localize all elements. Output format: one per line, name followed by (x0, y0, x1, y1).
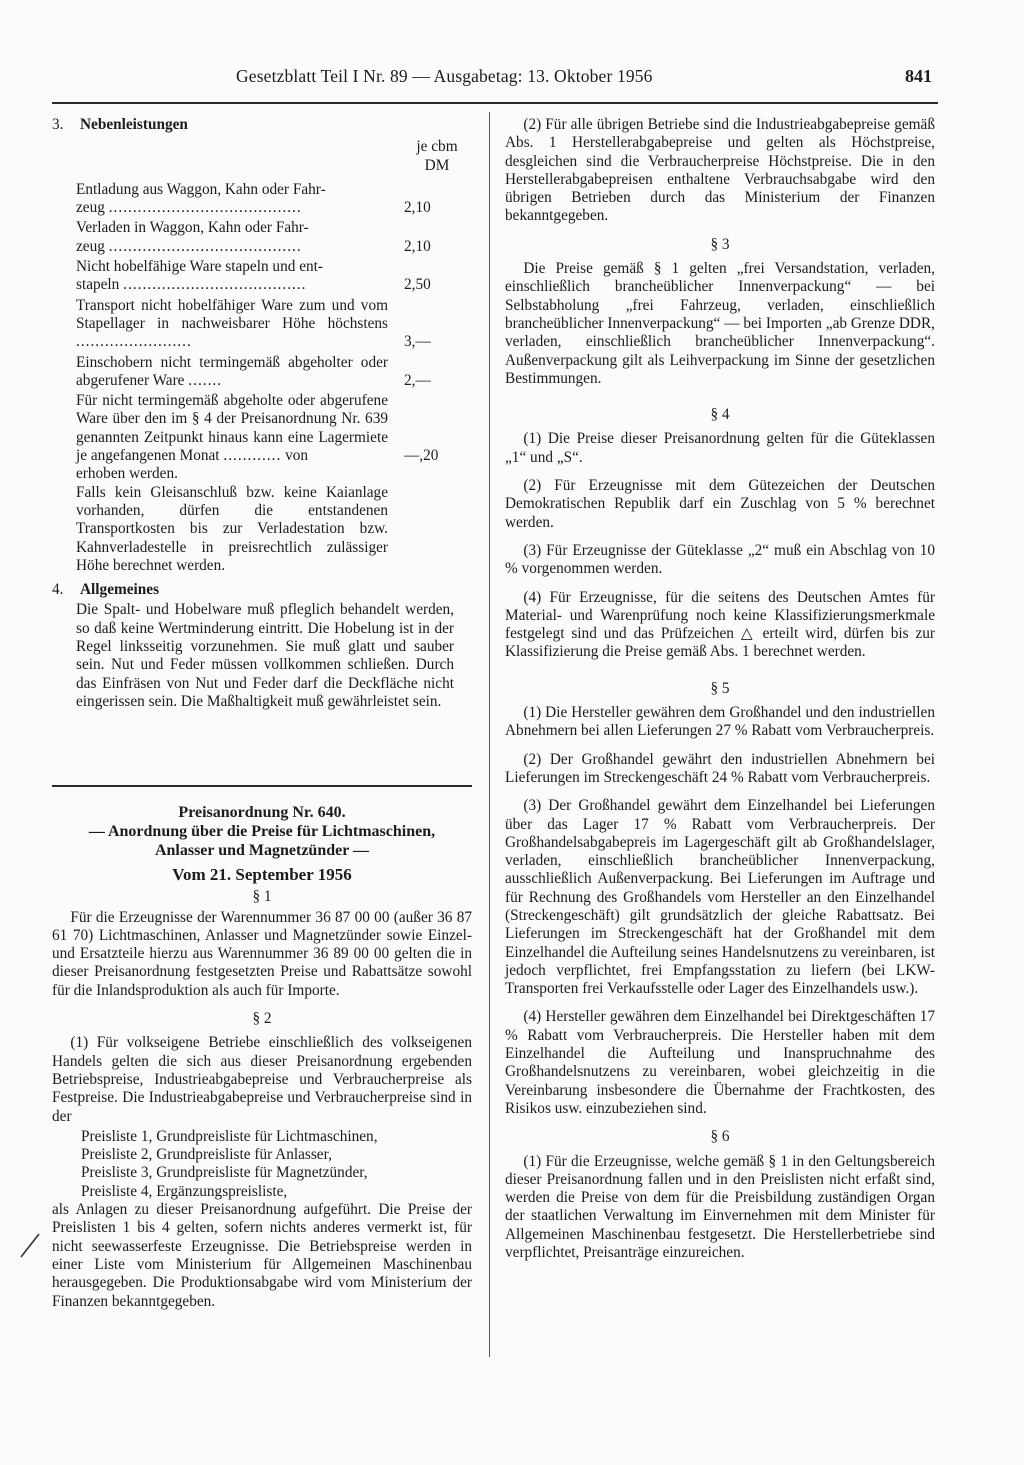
section-3-title: Nebenleistungen (80, 116, 188, 133)
row-last: zeug (76, 199, 105, 217)
section-3-heading (52, 116, 454, 134)
service-row (76, 354, 454, 391)
row-text: Verladen in Waggon, Kahn oder Fahr- (76, 219, 309, 237)
storage-fee-row (76, 392, 454, 465)
price-list-item: Preisliste 3, Grundpreisliste für Magnetzünder, (81, 1164, 368, 1182)
order-date: Vom 21. September 1956 (172, 865, 352, 884)
row-text: Einschobern nicht termingemäß abgeholter oder (76, 353, 388, 371)
section-4-heading (52, 581, 454, 599)
price-list-item: Preisliste 4, Ergänzungspreisliste, (81, 1182, 288, 1200)
paragraph-1-sign: § 1 (252, 888, 272, 906)
paragraph-2-text: (1) Für volkseigene Betriebe einschließlich des volkseigenen Handels gelten die sich aus dieser Preisanordnung ergebenden Betriebspreise, Industrieabgabepreise und Verbraucherpreise als Festpreise. Die Industrieabgabepreise und Verbraucherpreise sind in der (52, 1034, 472, 1125)
section-3-number: 3. (52, 116, 64, 133)
row-price: 2,10 (404, 237, 431, 255)
order-subtitle-1: — Anordnung über die Preise für Lichtmaschinen, (88, 823, 436, 840)
row-price: 3,— (404, 333, 431, 351)
storage-fee-text: Für nicht termingemäß abgeholte oder abgerufene Ware über den im § 4 der Preisanordnung Nr. 639 genannten Zeitpunkt hinaus kann eine Lagermiete (76, 392, 388, 446)
row-text: Entladung aus Waggon, Kahn oder Fahr- (76, 180, 326, 198)
header-rule (52, 102, 938, 104)
order-subtitle-2: Anlasser und Magnetzünder — (154, 842, 370, 859)
paragraph-5-4: (4) Hersteller gewähren dem Einzelhandel bei Direktgeschäften 17 % Rabatt vom Verbraucherpreis. Die Hersteller haben mit dem Einzelhandel die Aufteilung und Inanspruchnahme des Großhandelsnutzens zu vereinbaren, wobei gleichzeitig in die Vereinbarung insbesondere die Übernahme der Frachtkosten, des Risikos usw. einzubeziehen sind. (505, 1008, 935, 1117)
price-list-item: Preisliste 2, Grundpreisliste für Anlasser, (81, 1146, 332, 1164)
paragraph-3-sign: § 3 (710, 235, 730, 253)
paragraph-3-text: Die Preise gemäß § 1 gelten „frei Versandstation, verladen, einschließlich brancheüblicher Innenverpackung“ — bei Selbstabholung „frei Fahrzeug, verladen, einschließlich brancheüblicher Innenverpackung“ — bei Importen „ab Grenze DDR, verladen, einschließlich brancheüblicher Innenverpackung“. Außenverpackung gilt als Leihverpackung im Sinne der gesetzlichen Bestimmungen. (505, 260, 935, 387)
test-mark-triangle-icon: △ (740, 625, 756, 643)
row-text: Transport nicht hobelfähiger Ware zum und vom Stapellager in nachweisbarer (76, 296, 388, 332)
header-title: Gesetzblatt Teil I Nr. 89 — Ausgabetag: 13. Oktober 1956 (236, 66, 653, 86)
service-row (76, 181, 454, 218)
service-row (76, 219, 454, 256)
page-number: 841 (905, 66, 932, 86)
row-price: 2,10 (404, 199, 431, 217)
row-price: 2,50 (404, 276, 431, 294)
unit-header (407, 138, 467, 175)
section-4-title: Allgemeines (80, 581, 160, 599)
paragraph-4-3: (3) Für Erzeugnisse der Güteklasse „2“ muß ein Abschlag von 10 % vorgenommen werden. (505, 541, 935, 578)
leader-dots: ........................................ (108, 237, 302, 255)
unit-line-1: je cbm (416, 138, 458, 156)
leader-dots: ...................................... (123, 276, 307, 294)
leader-dots: ............ (223, 447, 282, 465)
left-column (52, 116, 458, 711)
paragraph-4-2: (2) Für Erzeugnisse mit dem Gütezeichen der Deutschen Demokratischen Republik darf ein Zuschlag von 5 % berechnet werden. (505, 477, 935, 531)
leader-dots: ........................ (76, 333, 192, 351)
paragraph-2-continuation: als Anlagen zu dieser Preisanordnung aufgeführt. Die Preise der Preislisten 1 bis 4 gelten, sofern nichts anderes vermerkt ist, für nicht seewasserfeste Erzeugnisse. Die Betriebspreise werden in einer Liste vom Ministerium für Allgemeinen Maschinenbau herausgegeben. Die Produktionsabgabe wird vom Ministerium der Finanzen bekanntgegeben. (52, 1201, 472, 1310)
paragraph-4-4-text-b: erteilt wird, dürfen bis zur Klassifizierung die Preise gemäß Abs. 1 berechnet werden. (505, 625, 936, 661)
paragraph-4-sign: § 4 (710, 406, 730, 424)
row-last: zeug (76, 237, 105, 255)
row-text: Nicht hobelfähige Ware stapeln und ent- (76, 258, 323, 276)
service-row (76, 258, 454, 295)
section-4-text: Die Spalt- und Hobelware muß pfleglich behandelt werden, so daß keine Wertminderung eintritt. Die Hobelung ist in der Regel linksseitig vorzunehmen. Sie muß glatt und sauber sein. Nut und Feder müssen vollkommen schließen. Durch das Einfräsen von Nut und Feder darf die Deckfläche nicht eingerissen sein. Die Maßhaltigkeit muß gewährleistet sein. (76, 601, 454, 710)
storage-fee-last: je angefangenen Monat (76, 447, 220, 465)
paragraph-2-sign: § 2 (252, 1010, 272, 1028)
leader-dots: ........................................ (108, 199, 302, 217)
leader-dots: ....... (188, 371, 223, 389)
right-column (505, 116, 935, 1272)
paragraph-5-1: (1) Die Hersteller gewähren dem Großhandel und den industriellen Abnehmern bei allen Lieferungen 27 % Rabatt vom Verbraucherpreis. (505, 704, 935, 740)
section-4-number: 4. (52, 581, 64, 599)
paragraph-4-4-text-a: (4) Für Erzeugnisse, für die seitens des Deutschen Amtes für Material- und Warenprüfung noch keine Klassifizierungsmerkmale festgelegt sind und das Prüfzeichen (505, 588, 935, 643)
storage-fee-von: von (285, 447, 309, 465)
column-divider (489, 112, 490, 1357)
paragraph-5-3: (3) Der Großhandel gewährt dem Einzelhandel bei Lieferungen über das Lager 17 % Rabatt vom Verbraucherpreis. Der Großhandelsabgabepreis im Lagergeschäft gilt ab Großhandelslager, verladen, einschließlich brancheüblicher Innenverpackung, ausschließlich Außenverpackung. Bei Lieferungen im Auftrage und für Rechnung des Großhandels vom Hersteller an den Einzelhandel (Streckengeschäft) gilt grundsätzlich der gleiche Rabattsatz. Bei Lieferungen im Streckengeschäft hat der Großhandel mit dem Einzelhandel die Aufteilung seines Handelsnutzens zu vereinbaren, ist jedoch verpflichtet, frei Empfangsstation zu liefern (bei LKW-Transporten frei Verkaufsstelle oder Lager des Einzelhandels usw.). (505, 797, 935, 998)
order-title: Preisanordnung Nr. 640. (178, 804, 346, 821)
row-last: Höhe höchstens (282, 314, 388, 332)
row-price: 2,— (404, 371, 431, 389)
storage-fee-price: —,20 (404, 447, 439, 465)
paragraph-4-4 (505, 589, 935, 662)
section-separator (52, 785, 472, 787)
paragraph-2-2: (2) Für alle übrigen Betriebe sind die Industrieabgabepreise gemäß Abs. 1 Herstellerabgabepreise und gelten als Höchstpreise, desgleichen sind die Verbraucherpreise Höchstpreise. Die in den Herstellerabgabepreisen enthaltene Verbrauchsabgabe wird den übrigen Betrieben durch das Ministerium der Finanzen bekanntgegeben. (505, 116, 935, 225)
page-header (236, 66, 936, 92)
paragraph-4-1: (1) Die Preise dieser Preisanordnung gelten für die Güteklassen „1“ und „S“. (505, 430, 935, 466)
paragraph-5-2: (2) Der Großhandel gewährt den industriellen Abnehmern bei Lieferungen im Streckengeschäft 24 % Rabatt vom Verbraucherpreis. (505, 750, 935, 786)
paragraph-6-1: (1) Für die Erzeugnisse, welche gemäß § 1 in den Geltungsbereich dieser Preisanordnung fallen und in den Preislisten nicht erfaßt sind, werden die Preise von dem für die Preisbildung zuständigen Organ der staatlichen Verwaltung im Einvernehmen mit dem Minister für Allgemeinen Maschinenbau festgesetzt. Die Herstellerbetriebe sind verpflichtet, Preisanträge einzureichen. (505, 1152, 935, 1262)
rail-siding-text: Falls kein Gleisanschluß bzw. keine Kaianlage vorhanden, dürfen die entstandenen Transportkosten bis zur Verladestation bzw. Kahnverladestelle in preisrechtlich zulässiger Höhe berechnet werden. (76, 483, 388, 574)
storage-fee-after (76, 465, 454, 483)
price-list-item: Preisliste 1, Grundpreisliste für Lichtmaschinen, (81, 1127, 378, 1145)
paragraph-1-text: Für die Erzeugnisse der Warennummer 36 87 00 00 (außer 36 87 61 70) Lichtmaschinen, Anlasser und Magnetzünder sowie Einzel- und Ersatzteile hierzu aus Warennummer 36 89 00 00 gelten die in dieser Preisanordnung festgesetzten Preise und Rabattsätze sowohl für die Inlandsproduktion als auch für Importe. (52, 908, 472, 999)
row-last: abgerufener Ware (76, 371, 185, 389)
row-last: stapeln (76, 276, 120, 294)
margin-pen-mark (18, 1230, 42, 1260)
order-640 (52, 803, 472, 1321)
service-row (76, 297, 454, 352)
storage-fee-after-text: erhoben werden. (76, 465, 178, 483)
unit-line-2: DM (424, 156, 450, 174)
paragraph-5-sign: § 5 (710, 679, 730, 697)
paragraph-6-sign: § 6 (710, 1128, 730, 1146)
rail-siding-note (76, 484, 454, 575)
